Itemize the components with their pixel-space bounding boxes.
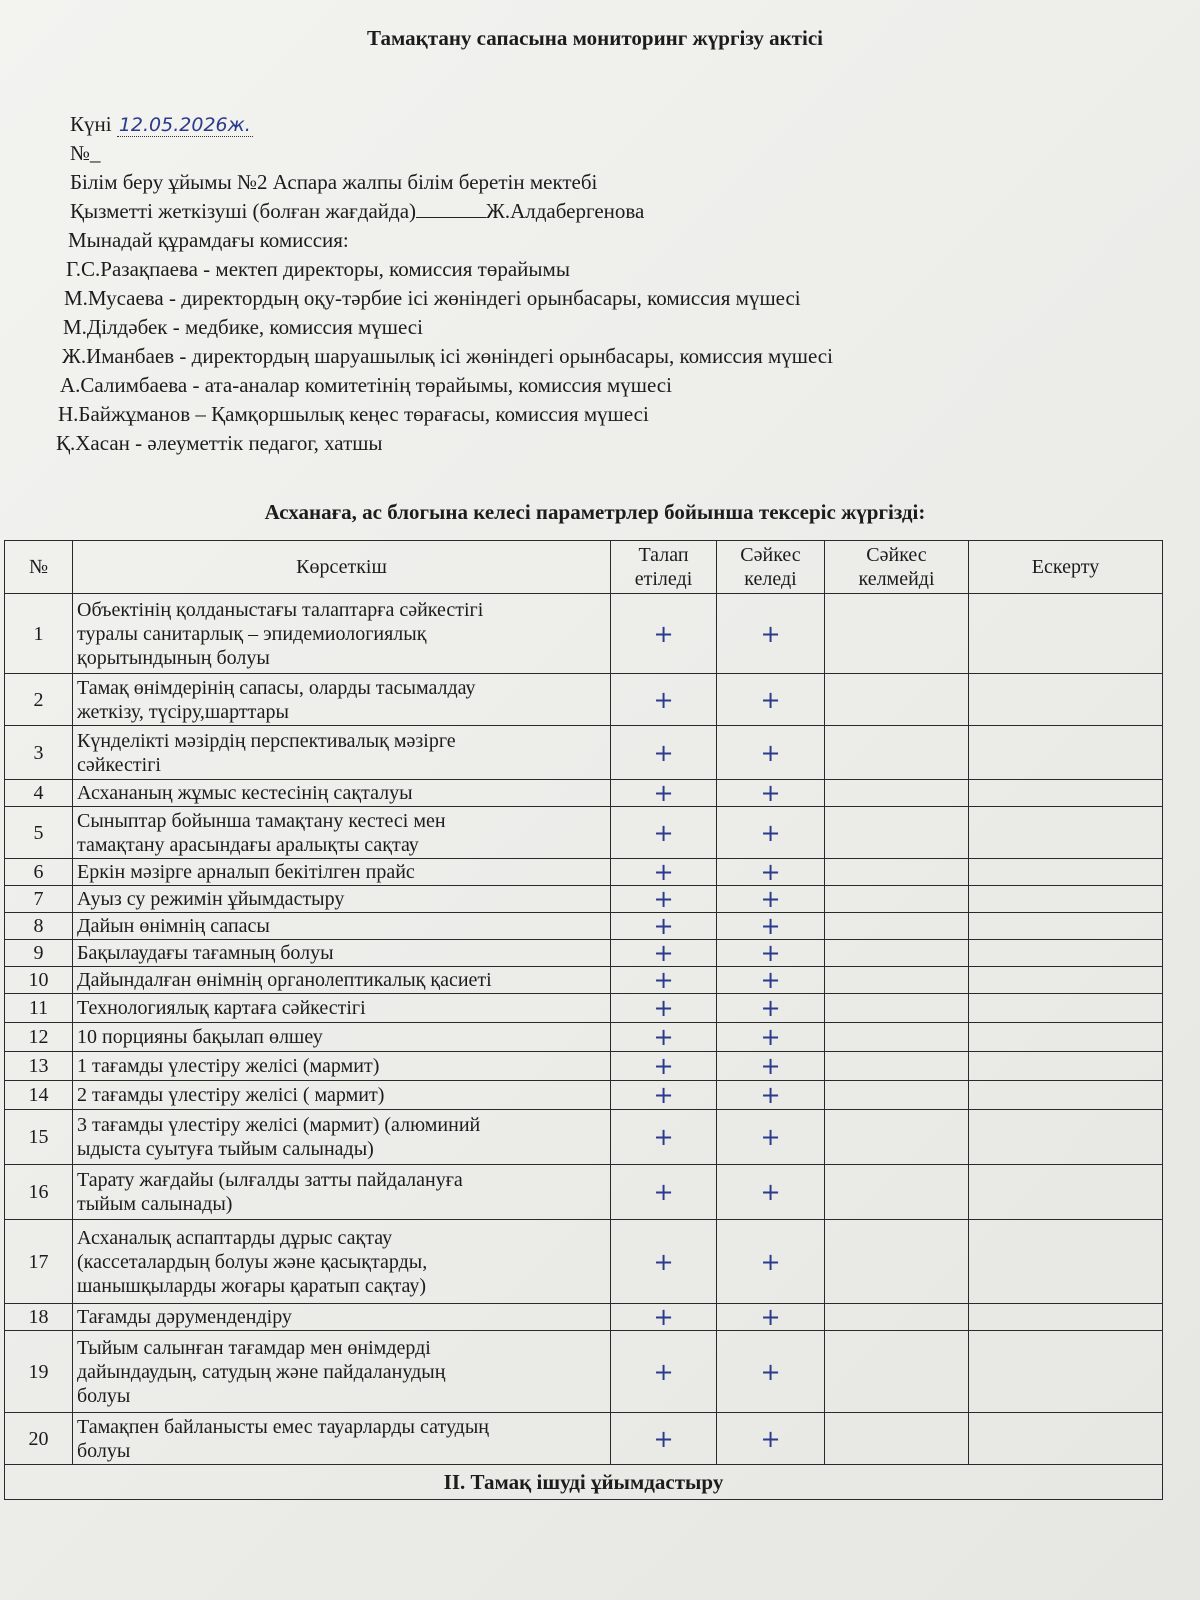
row-number: 11 [5,994,73,1023]
date-value: 12.05.2026ж. [118,114,251,136]
required-mark: + [611,859,717,886]
indicator-line: туралы санитарлық – эпидемиологиялық [77,622,427,645]
row-note [969,967,1163,994]
header-compliant-line: Сәйкес [740,544,801,566]
row-note [969,886,1163,913]
noncompliant-mark [825,780,969,807]
required-mark: + [611,994,717,1023]
indicator-line: қорытындының болуы [77,646,270,669]
row-number: 10 [5,967,73,994]
noncompliant-mark [825,1165,969,1220]
row-number: 18 [5,1304,73,1331]
commission-member: М.Ділдәбек - медбике, комиссия мүшесі [63,315,423,339]
indicator-line: Тарату жағдайы (ылғалды затты пайдалануға [77,1169,463,1191]
row-note [969,1331,1163,1413]
table-row [5,913,1163,940]
indicator-line: Тамақпен байланысты емес тауарларды сатудың [77,1415,490,1438]
compliant-mark: + [717,726,825,780]
noncompliant-mark [825,1304,969,1331]
header-note: Ескерту [969,541,1163,594]
row-indicator [73,1110,611,1165]
commission-member: Г.С.Разақпаева - мектеп директоры, комиссия төрайымы [66,257,570,281]
header-indicator: Көрсеткіш [73,541,611,594]
header-num: № [5,541,73,594]
table-row [5,1023,1163,1052]
row-number: 20 [5,1413,73,1465]
required-mark: + [611,1165,717,1220]
row-indicator [73,1165,611,1220]
row-indicator [73,967,611,994]
row-note [969,1023,1163,1052]
date-line [70,112,253,137]
header-compliant-line: келеді [744,568,797,590]
commission-label: Мынадай құрамдағы комиссия: [68,228,349,252]
table-row [5,674,1163,726]
required-mark: + [611,1413,717,1465]
indicator-line: Еркін мәзірге арналып бекітілген прайс [77,861,415,883]
row-indicator [73,1081,611,1110]
row-indicator [73,940,611,967]
required-mark: + [611,1052,717,1081]
compliant-mark: + [717,1220,825,1304]
noncompliant-mark [825,1023,969,1052]
required-mark: + [611,594,717,674]
table-row [5,780,1163,807]
required-mark: + [611,726,717,780]
compliant-mark: + [717,994,825,1023]
table-subtitle: Асханаға, ас блогына келесі параметрлер бойынша тексеріс жүргізді: [264,500,926,524]
row-number: 15 [5,1110,73,1165]
row-number: 1 [5,594,73,674]
inspection-table [4,540,1163,1500]
row-note [969,1304,1163,1331]
header-noncompliant [825,541,969,594]
row-indicator [73,780,611,807]
compliant-mark: + [717,1304,825,1331]
row-number: 13 [5,1052,73,1081]
date-label: Күні [70,112,112,136]
noncompliant-mark [825,940,969,967]
section-footer-row [5,1465,1163,1500]
indicator-line: шанышқыларды жоғары қаратып сақтау) [77,1274,427,1297]
table-row [5,807,1163,859]
row-note [969,780,1163,807]
noncompliant-mark [825,1110,969,1165]
table-row [5,1110,1163,1165]
indicator-line: Асхананың жұмыс кестесінің сақталуы [77,782,413,804]
row-note [969,807,1163,859]
compliant-mark: + [717,1413,825,1465]
compliant-mark: + [717,1023,825,1052]
document-title: Тамақтану сапасына мониторинг жүргізу актісі [367,26,823,50]
row-number: 12 [5,1023,73,1052]
indicator-line: тыйым салынады) [77,1193,233,1215]
row-indicator [73,859,611,886]
row-note [969,913,1163,940]
commission-member: Қ.Хасан - әлеуметтік педагог, хатшы [56,431,383,455]
required-mark: + [611,780,717,807]
table-row [5,1331,1163,1413]
indicator-line: Бақылаудағы тағамның болуы [77,942,334,964]
row-number: 6 [5,859,73,886]
indicator-line: болуы [77,1384,131,1407]
row-note [969,1413,1163,1465]
indicator-line: Ауыз су режимін ұйымдастыру [77,888,345,910]
required-mark: + [611,913,717,940]
table-row [5,594,1163,674]
required-mark: + [611,1081,717,1110]
row-number: 3 [5,726,73,780]
row-number: 4 [5,780,73,807]
indicator-line: сәйкестігі [77,753,161,776]
indicator-line: Тағамды дәрумендендіру [77,1306,292,1328]
noncompliant-mark [825,886,969,913]
indicator-line: тамақтану арасындағы аралықты сақтау [77,833,419,856]
supplier-name: Ж.Алдабергенова [486,199,645,223]
compliant-mark: + [717,886,825,913]
table-row [5,886,1163,913]
noncompliant-mark [825,726,969,780]
row-number: 7 [5,886,73,913]
row-note [969,940,1163,967]
table-row [5,1165,1163,1220]
row-indicator [73,1023,611,1052]
row-indicator [73,994,611,1023]
row-note [969,726,1163,780]
indicator-line: Дайындалған өнімнің органолептикалық қасиеті [77,969,492,991]
header-required-line: Талап [638,544,689,566]
noncompliant-mark [825,994,969,1023]
noncompliant-mark [825,967,969,994]
noncompliant-mark [825,913,969,940]
compliant-mark: + [717,913,825,940]
indicator-line: жеткізу, түсіру,шарттары [77,700,289,723]
indicator-line: Объектінің қолданыстағы талаптарға сәйкестігі [77,598,484,621]
noncompliant-mark [825,807,969,859]
compliant-mark: + [717,1331,825,1413]
row-indicator [73,674,611,726]
row-note [969,1052,1163,1081]
row-indicator [73,594,611,674]
header-compliant [717,541,825,594]
noncompliant-mark [825,859,969,886]
indicator-line: 1 тағамды үлестіру желісі (мармит) [77,1055,380,1077]
indicator-line: ыдыста суытуға тыйым салынады) [77,1138,374,1160]
indicator-line: Тыйым салынған тағамдар мен өнімдерді [77,1336,431,1359]
indicator-line: болуы [77,1439,131,1462]
row-indicator [73,1304,611,1331]
supplier-label: Қызметті жеткізуші (болған жағдайда) [70,199,417,223]
noncompliant-mark [825,674,969,726]
required-mark: + [611,807,717,859]
row-number: 9 [5,940,73,967]
required-mark: + [611,967,717,994]
table-row [5,1052,1163,1081]
noncompliant-mark [825,1081,969,1110]
indicator-line: Асханалық аспаптарды дұрыс сақтау [77,1226,393,1249]
indicator-line: Технологиялық картаға сәйкестігі [77,997,366,1019]
header-noncompliant-line: Сәйкес [866,544,927,566]
compliant-mark: + [717,859,825,886]
row-note [969,1220,1163,1304]
row-note [969,674,1163,726]
row-indicator [73,1052,611,1081]
header-required-line: етіледі [634,568,693,590]
table-row [5,859,1163,886]
indicator-line: 3 тағамды үлестіру желісі (мармит) (алюминий [77,1114,481,1136]
row-indicator [73,1220,611,1304]
required-mark: + [611,1304,717,1331]
required-mark: + [611,1110,717,1165]
row-indicator [73,1413,611,1465]
supplier-blank [416,203,486,218]
row-indicator [73,886,611,913]
row-number: 5 [5,807,73,859]
compliant-mark: + [717,594,825,674]
indicator-line: Тамақ өнімдерінің сапасы, оларды тасымалдау [77,676,476,699]
table-header-row [5,541,1163,594]
noncompliant-mark [825,1331,969,1413]
indicator-line: (кассеталардың болуы және қасықтарды, [77,1250,428,1273]
supplier-line [70,199,644,224]
compliant-mark: + [717,1081,825,1110]
row-number: 17 [5,1220,73,1304]
indicator-line: 10 порцияны бақылап өлшеу [77,1026,323,1048]
row-indicator [73,913,611,940]
noncompliant-mark [825,1052,969,1081]
row-note [969,1110,1163,1165]
commission-member: А.Салимбаева - ата-аналар комитетінің төрайымы, комиссия мүшесі [60,373,672,397]
compliant-mark: + [717,1110,825,1165]
number-line: №_ [70,141,101,165]
compliant-mark: + [717,674,825,726]
row-note [969,994,1163,1023]
noncompliant-mark [825,1220,969,1304]
indicator-line: Сыныптар бойынша тамақтану кестесі мен [77,809,446,832]
compliant-mark: + [717,940,825,967]
required-mark: + [611,1220,717,1304]
table-row [5,1304,1163,1331]
table-row [5,726,1163,780]
row-indicator [73,807,611,859]
compliant-mark: + [717,967,825,994]
indicator-line: Күнделікті мәзірдің перспективалық мәзірге [77,729,456,752]
compliant-mark: + [717,1165,825,1220]
table-row [5,1413,1163,1465]
row-number: 19 [5,1331,73,1413]
section-footer: II. Тамақ ішуді ұйымдастыру [5,1465,1163,1500]
commission-member: М.Мусаева - директордың оқу-тәрбие ісі жөніндегі орынбасары, комиссия мүшесі [64,286,801,310]
noncompliant-mark [825,594,969,674]
indicator-line: дайындаудың, сатудың және пайдаланудың [77,1360,446,1383]
table-row [5,1220,1163,1304]
compliant-mark: + [717,1052,825,1081]
noncompliant-mark [825,1413,969,1465]
header-noncompliant-line: келмейді [858,568,935,590]
compliant-mark: + [717,780,825,807]
required-mark: + [611,940,717,967]
indicator-line: 2 тағамды үлестіру желісі ( мармит) [77,1084,385,1106]
commission-member: Н.Байжұманов – Қамқоршылық кеңес төрағасы, комиссия мүшесі [58,402,649,426]
row-number: 16 [5,1165,73,1220]
row-number: 2 [5,674,73,726]
table-body [5,594,1163,1465]
row-indicator [73,726,611,780]
row-note [969,594,1163,674]
table-row [5,940,1163,967]
table-row [5,967,1163,994]
compliant-mark: + [717,807,825,859]
commission-member: Ж.Иманбаев - директордың шаруашылық ісі жөніндегі орынбасары, комиссия мүшесі [62,344,833,368]
row-note [969,859,1163,886]
row-number: 14 [5,1081,73,1110]
row-note [969,1165,1163,1220]
organization-line: Білім беру ұйымы №2 Аспара жалпы білім беретін мектебі [70,170,598,194]
table-row [5,1081,1163,1110]
required-mark: + [611,1023,717,1052]
required-mark: + [611,1331,717,1413]
row-note [969,1081,1163,1110]
row-indicator [73,1331,611,1413]
indicator-line: Дайын өнімнің сапасы [77,915,270,937]
table-row [5,994,1163,1023]
header-required [611,541,717,594]
required-mark: + [611,674,717,726]
row-number: 8 [5,913,73,940]
required-mark: + [611,886,717,913]
